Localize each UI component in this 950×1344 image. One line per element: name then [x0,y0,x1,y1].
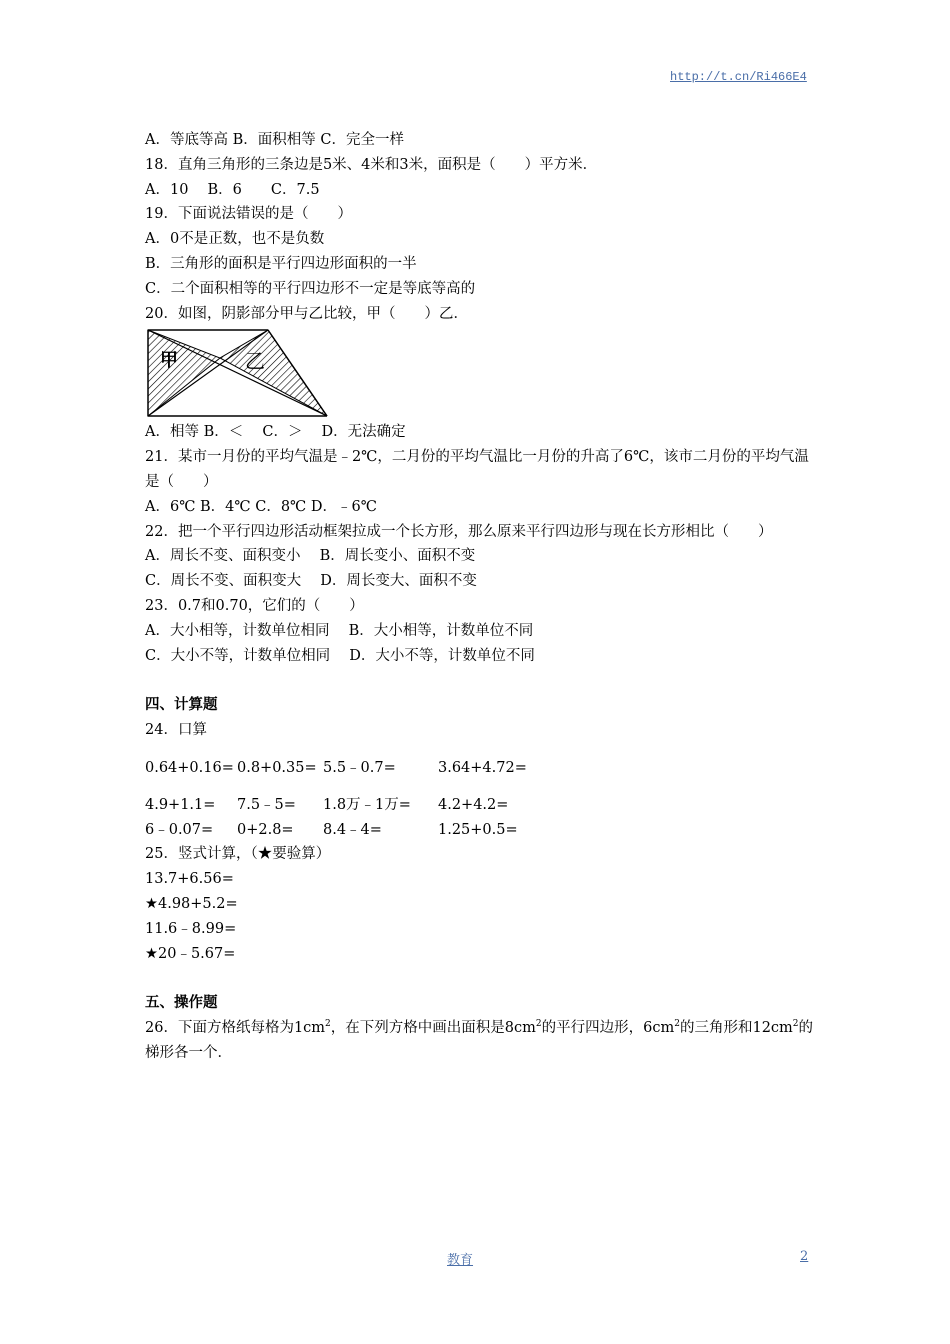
document-body [145,128,815,1066]
label-jia: 甲 [160,350,178,372]
q25-item-4: ★20﹣5.67= [145,945,236,962]
question-24: 24．口算 [145,721,207,738]
q19-option-b: B．三角形的面积是平行四边形面积的一半 [145,255,417,272]
q25-item-2: ★4.98+5.2= [145,895,238,912]
question-25: 25．竖式计算，（★要验算） [145,846,331,863]
question-19: 19．下面说法错误的是（ ） [145,206,352,223]
calc-item: 8.4﹣4= [323,821,382,838]
table-row [145,818,558,843]
page-number: 2 [800,1249,809,1264]
calc-item: 4.9+1.1= [145,797,216,814]
label-yi: 乙 [245,349,265,374]
q25-item-3: 11.6﹣8.99= [145,920,237,937]
calc-item: 5.5﹣0.7= [323,759,396,776]
calc-item: 4.2+4.2= [438,797,509,814]
q19-option-a: A．0不是正数，也不是负数 [145,231,325,248]
calc-item: 7.5﹣5= [237,797,296,814]
q17-options: A．等底等高 B．面积相等 C．完全一样 [145,132,404,148]
calc-item: 0.64+0.16= [145,759,234,776]
question-23: 23．0.7和0.70，它们的（ ） [145,597,364,614]
calc-item: 1.8万﹣1万= [323,797,411,814]
section-4-heading: 四、计算题 [145,696,218,714]
calc-item: 6﹣0.07= [145,821,214,838]
calc-item: 0+2.8= [237,821,294,838]
table-row [145,743,558,793]
question-21: 21．某市一月份的平均气温是﹣2℃，二月份的平均气温比一月份的升高了6℃，该市二月份的平均气温是（ ） [145,449,809,490]
calc-item: 1.25+0.5= [438,821,518,838]
question-20: 20．如图，阴影部分甲与乙比较，甲（ ）乙． [145,305,468,322]
section-5-heading: 五、操作题 [145,994,218,1012]
header-url[interactable]: http://t.cn/Ri466E4 [670,70,807,84]
q21-options: A．6℃ B．4℃ C．8℃ D．﹣6℃ [145,498,377,515]
q18-options: A．10 B．6 C．7.5 [145,181,320,198]
q23-options-ab: A．大小相等，计数单位相同 B．大小相等，计数单位不同 [145,622,534,639]
shaded-figure [145,328,815,420]
q22-options-cd: C．周长不变、面积变大 D．周长变大、面积不变 [145,573,477,590]
calc-item: 0.8+0.35= [237,759,317,776]
footer-link[interactable]: 教育 [447,1253,474,1268]
shaded-region-jia [148,330,220,416]
q19-option-c: C．二个面积相等的平行四边形不一定是等底等高的 [145,280,476,297]
table-row [145,793,558,818]
calc-item: 3.64+4.72= [438,759,527,776]
question-22: 22．把一个平行四边形活动框架拉成一个长方形，那么原来平行四边形与现在长方形相比（ ） [145,523,773,540]
q23-options-cd: C．大小不等，计数单位相同 D．大小不等，计数单位不同 [145,647,535,664]
question-26: 26．下面方格纸每格为$1cm^2$，在下列方格中画出面积是$8cm^2$的平行四边形，$6cm^2$的三角形和$12cm^2$的梯形各一个． [145,1019,814,1061]
q20-options: A．相等 B．＜ C．＞ D．无法确定 [145,424,406,441]
mental-calc-table [145,743,558,843]
q22-options-ab: A．周长不变、面积变小 B．周长变小、面积不变 [145,548,476,565]
q25-item-1: 13.7+6.56= [145,871,234,888]
shaded-region-yi [220,330,327,416]
question-18: 18．直角三角形的三条边是5米、4米和3米，面积是（ ）平方米． [145,156,598,173]
